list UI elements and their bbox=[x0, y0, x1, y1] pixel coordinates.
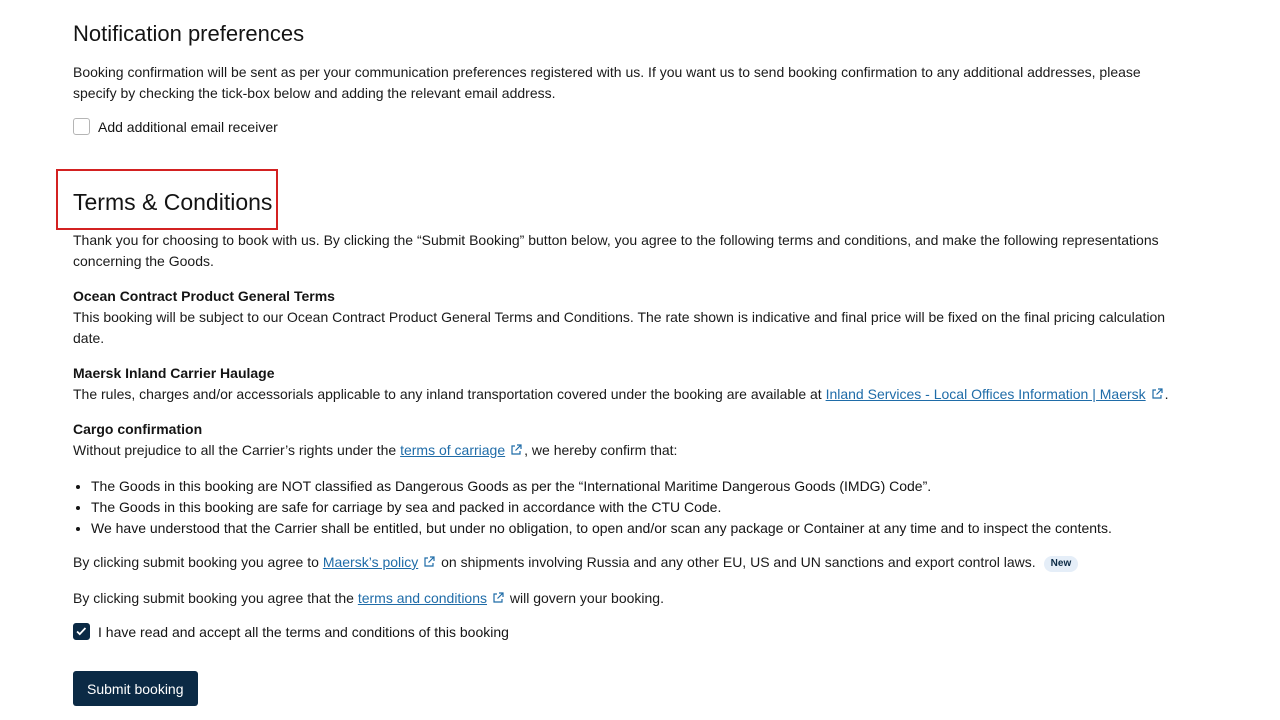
govern-text bbox=[73, 588, 1183, 609]
external-link-icon bbox=[492, 592, 504, 604]
new-badge: New bbox=[1044, 556, 1079, 572]
external-link-icon bbox=[510, 444, 522, 456]
inland-services-link[interactable]: Inland Services - Local Offices Information | Maersk bbox=[825, 386, 1146, 402]
terms-and-conditions-link[interactable]: terms and conditions bbox=[357, 590, 488, 606]
inland-text-after: . bbox=[1164, 386, 1169, 402]
list-item: • The Goods in this booking are NOT classified as Dangerous Goods as per the “International Maritime Dangerous Goods (IMDG) Code”. bbox=[91, 476, 1112, 497]
inland-text-before: The rules, charges and/or accessorials applicable to any inland transportation covered under the booking are available at bbox=[73, 386, 826, 402]
policy-text-after: on shipments involving Russia and any other EU, US and UN sanctions and export control laws. bbox=[437, 554, 1036, 570]
govern-text-before: By clicking submit booking you agree that the bbox=[73, 590, 358, 606]
notification-description: Booking confirmation will be sent as per your communication preferences registered with us. If you want us to send booking confirmation to any additional addresses, please specify by checking the tick-box below and adding the relevant email address. bbox=[73, 64, 1141, 101]
notification-preferences-title: Notification preferences bbox=[73, 21, 305, 46]
cargo-bullet-list bbox=[73, 476, 1112, 539]
govern-text-after: will govern your booking. bbox=[506, 590, 664, 606]
inland-haulage-text bbox=[73, 384, 1183, 405]
additional-email-row bbox=[73, 118, 278, 135]
cargo-text-before: Without prejudice to all the Carrier’s rights under the bbox=[73, 442, 401, 458]
external-link-icon bbox=[1151, 388, 1163, 400]
cargo-confirmation-text bbox=[73, 440, 1183, 461]
terms-intro: Thank you for choosing to book with us. By clicking the “Submit Booking” button below, you agree to the following terms and conditions, and make the following representations concerning the Goods. bbox=[73, 232, 1159, 269]
ocean-terms-text: This booking will be subject to our Ocean Contract Product General Terms and Conditions. The rate shown is indicative and final price will be fixed on the final pricing calculation date. bbox=[73, 309, 1166, 346]
inland-haulage-heading: Maersk Inland Carrier Haulage bbox=[73, 365, 275, 381]
accept-terms-row bbox=[73, 623, 509, 640]
external-link-icon bbox=[423, 556, 435, 568]
terms-of-carriage-link[interactable]: terms of carriage bbox=[400, 442, 506, 458]
list-item: • We have understood that the Carrier shall be entitled, but under no obligation, to open and/or scan any package or Container at any time and to inspect the contents. bbox=[91, 518, 1112, 539]
accept-terms-checkbox[interactable] bbox=[73, 623, 90, 640]
maersk-policy-link[interactable]: Maersk’s policy bbox=[322, 554, 419, 570]
additional-email-checkbox[interactable] bbox=[73, 118, 90, 135]
ocean-terms-heading: Ocean Contract Product General Terms bbox=[73, 288, 335, 304]
policy-text bbox=[73, 552, 1183, 573]
additional-email-label: Add additional email receiver bbox=[98, 118, 278, 135]
accept-terms-label: I have read and accept all the terms and conditions of this booking bbox=[98, 623, 509, 640]
cargo-confirmation-heading: Cargo confirmation bbox=[73, 421, 203, 437]
checkmark-icon bbox=[74, 624, 89, 639]
list-item: • The Goods in this booking are safe for carriage by sea and packed in accordance with the CTU Code. bbox=[91, 497, 1112, 518]
terms-title: Terms & Conditions bbox=[73, 189, 273, 215]
submit-booking-button[interactable]: Submit booking bbox=[73, 671, 198, 706]
policy-text-before: By clicking submit booking you agree to bbox=[73, 554, 323, 570]
cargo-text-after: , we hereby confirm that: bbox=[524, 442, 678, 458]
